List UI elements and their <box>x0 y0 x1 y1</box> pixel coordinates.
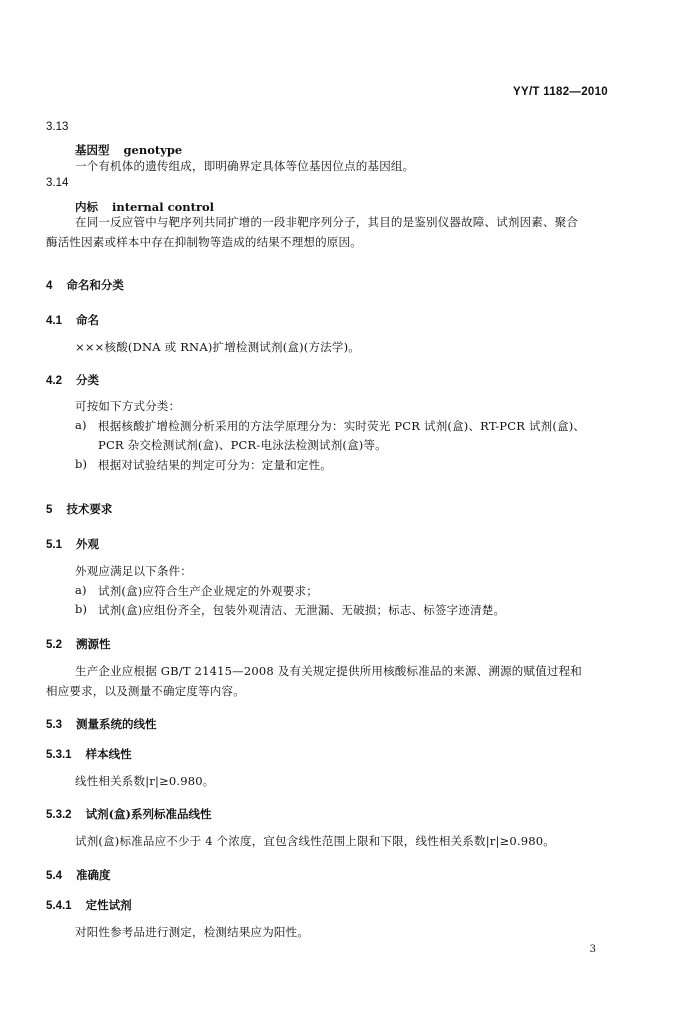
term-en: internal control <box>112 200 215 214</box>
clause-number: 3.14 <box>46 177 69 189</box>
clause-heading <box>46 803 211 822</box>
standard-code: YY/T 1182—2010 <box>513 86 608 98</box>
clause-title: 外观 <box>76 537 99 551</box>
chapter-heading <box>46 274 124 293</box>
term-zh: 基因型 <box>75 143 110 157</box>
clause-number: 5.3 <box>46 719 62 731</box>
chapter-title: 技术要求 <box>66 502 113 516</box>
term-heading <box>75 196 214 215</box>
clause-intro: 外观应满足以下条件： <box>75 564 192 578</box>
list-item-text: 根据对试验结果的判定可分为：定量和定性。 <box>98 458 332 472</box>
term-en: genotype <box>123 143 183 157</box>
list-item-text-cont: PCR 杂交检测试剂(盒)、PCR-电泳法检测试剂(盒)等。 <box>98 438 387 452</box>
list-item-text: 试剂(盒)应组份齐全，包装外观清洁、无泄漏、无破损；标志、标签字迹清楚。 <box>98 603 506 617</box>
clause-text: 生产企业应根据 GB/T 21415—2008 及有关规定提供所用核酸标准品的来源、溯源的赋值过程和 <box>75 664 582 678</box>
clause-text: 线性相关系数|r|≥0.980。 <box>75 774 215 788</box>
clause-text: ×××核酸(DNA 或 RNA)扩增检测试剂(盒)(方法学)。 <box>75 340 360 354</box>
term-definition: 一个有机体的遗传组成，即明确界定具体等位基因位点的基因组。 <box>75 159 415 173</box>
clause-heading <box>46 309 99 328</box>
clause-title: 定性试剂 <box>85 898 132 912</box>
clause-text-cont: 相应要求，以及测量不确定度等内容。 <box>46 684 245 698</box>
term-definition: 在同一反应管中与靶序列共同扩增的一段非靶序列分子，其目的是鉴别仪器故障、试剂因素、聚合 <box>75 215 579 229</box>
list-item-text: 根据核酸扩增检测分析采用的方法学原理分为：实时荧光 PCR 试剂(盒)、RT-PCR 试剂(盒)、 <box>98 419 586 433</box>
clause-number: 4.2 <box>46 375 62 387</box>
list-label: a) <box>75 583 87 597</box>
clause-title: 准确度 <box>76 868 111 882</box>
clause-number: 5.1 <box>46 539 62 551</box>
clause-number: 3.13 <box>46 121 69 133</box>
clause-heading <box>46 743 132 762</box>
list-label: b) <box>75 602 88 616</box>
clause-heading <box>46 533 99 552</box>
clause-number: 5.2 <box>46 639 62 651</box>
term-heading <box>75 139 182 158</box>
page-number: 3 <box>589 944 596 955</box>
chapter-number: 5 <box>46 504 53 516</box>
list-label: a) <box>75 418 87 432</box>
list-label: b) <box>75 457 88 471</box>
clause-number: 5.4.1 <box>46 900 72 912</box>
clause-title: 样本线性 <box>85 747 132 761</box>
clause-number: 5.4 <box>46 870 62 882</box>
clause-title: 溯源性 <box>76 637 111 651</box>
clause-heading <box>46 369 99 388</box>
chapter-title: 命名和分类 <box>66 278 124 292</box>
term-zh: 内标 <box>75 200 98 214</box>
clause-heading <box>46 894 132 913</box>
clause-number: 5.3.1 <box>46 749 72 761</box>
clause-title: 命名 <box>76 313 99 327</box>
clause-heading <box>46 864 111 883</box>
clause-text: 对阳性参考品进行测定，检测结果应为阳性。 <box>75 925 309 939</box>
clause-heading <box>46 633 111 652</box>
clause-heading <box>46 713 157 732</box>
clause-title: 试剂(盒)系列标准品线性 <box>85 807 212 821</box>
list-item-text: 试剂(盒)应符合生产企业规定的外观要求； <box>98 584 318 598</box>
clause-number: 4.1 <box>46 315 62 327</box>
chapter-heading <box>46 498 112 517</box>
clause-title: 测量系统的线性 <box>76 717 157 731</box>
term-definition-cont: 酶活性因素或样本中存在抑制物等造成的结果不理想的原因。 <box>46 235 362 249</box>
chapter-number: 4 <box>46 280 53 292</box>
clause-title: 分类 <box>76 373 99 387</box>
clause-text: 试剂(盒)标准品应不少于 4 个浓度，宜包含线性范围上限和下限，线性相关系数|r|≥0.980。 <box>75 834 556 848</box>
clause-intro: 可按如下方式分类： <box>75 399 181 413</box>
clause-number: 5.3.2 <box>46 809 72 821</box>
